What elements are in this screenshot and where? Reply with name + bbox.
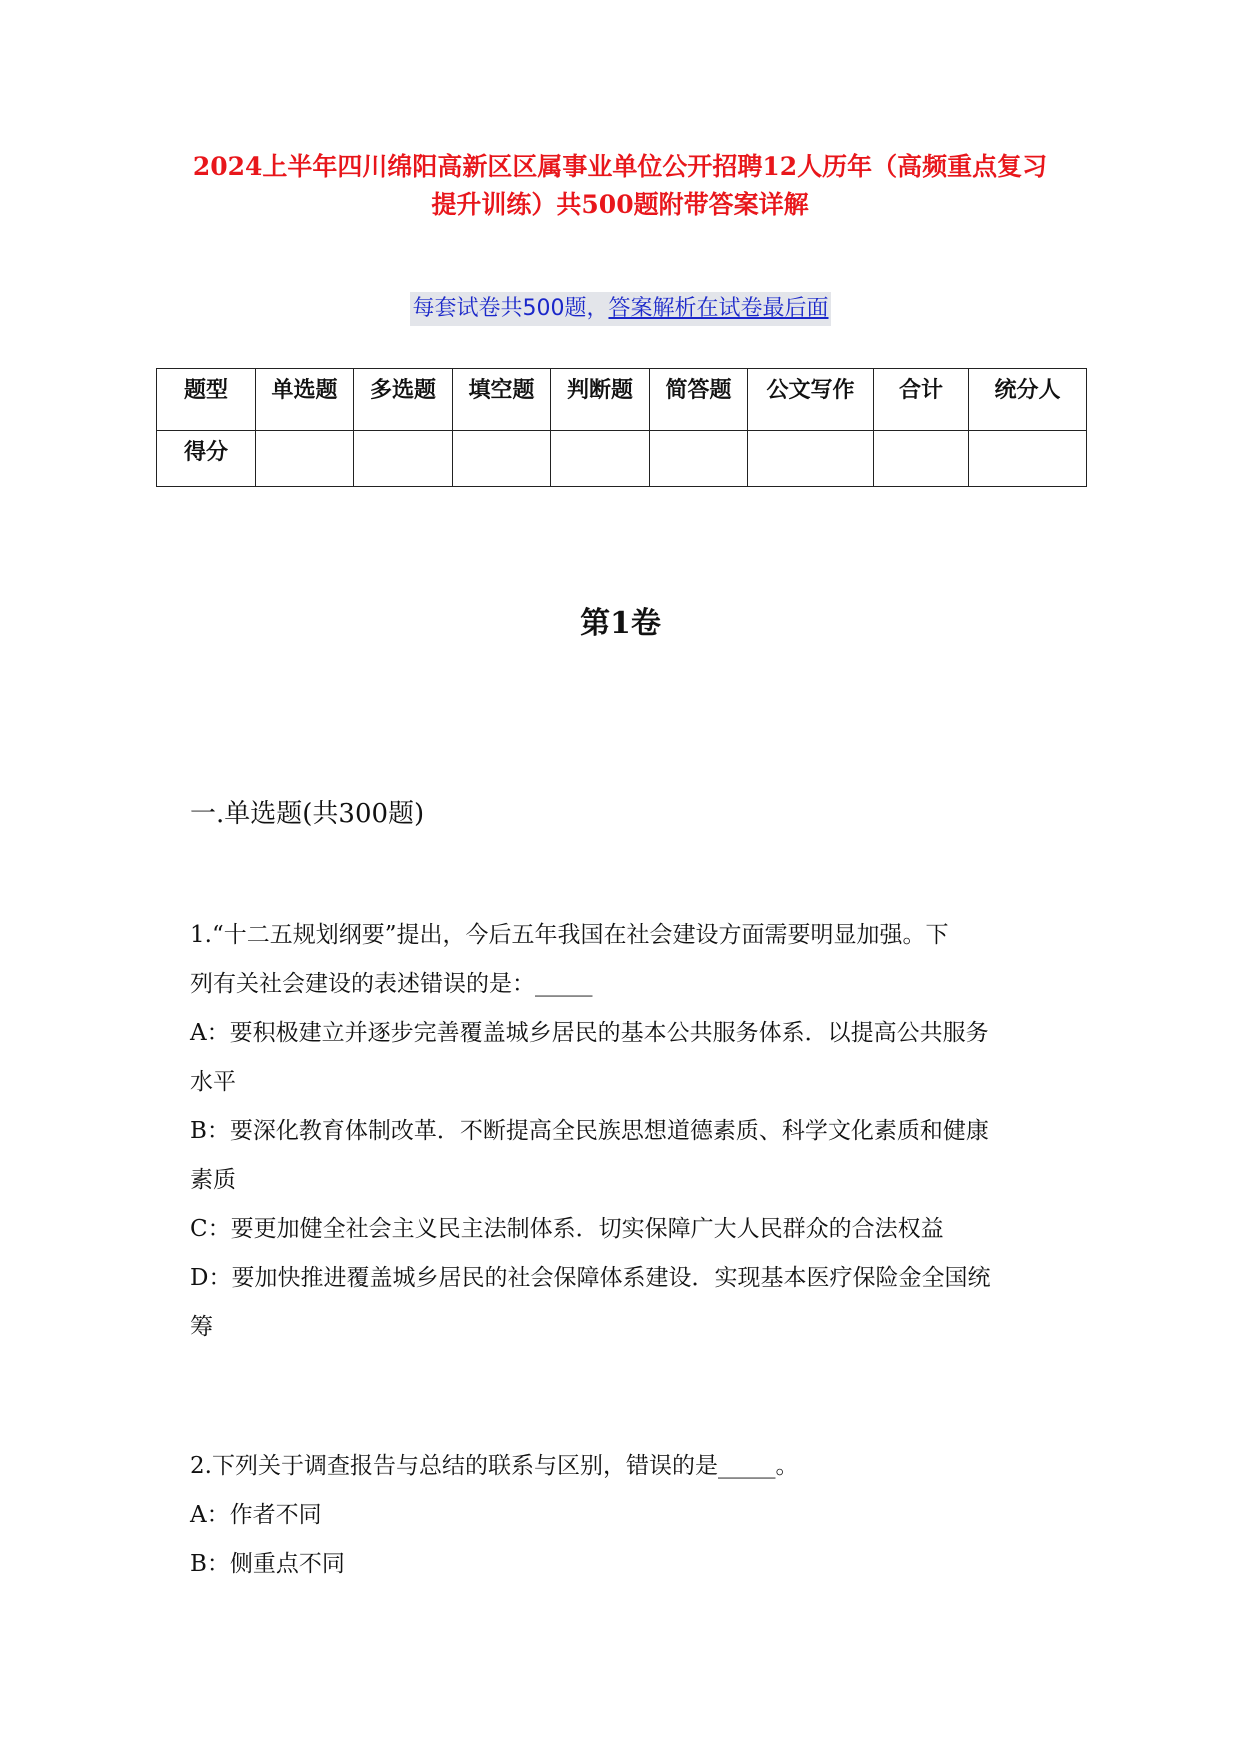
title-line-1: 2024上半年四川绵阳高新区区属事业单位公开招聘12人历年（高频重点复习 xyxy=(192,152,1048,181)
answer-location-note: 答案解析在试卷最后面 xyxy=(608,296,829,321)
score-cell xyxy=(354,431,453,487)
option-c: C：要更加健全社会主义民主法制体系．切实保障广大人民群众的合法权益 xyxy=(190,1216,944,1242)
title-line-2: 提升训练）共500题附带答案详解 xyxy=(431,190,809,219)
header-cell: 统分人 xyxy=(969,369,1087,431)
question-1 xyxy=(190,911,1070,1352)
score-table-header-row xyxy=(157,369,1087,431)
header-cell: 题型 xyxy=(157,369,256,431)
score-cell xyxy=(748,431,874,487)
question-2 xyxy=(190,1442,1070,1589)
option-b: B：侧重点不同 xyxy=(190,1551,345,1577)
section-title: 一.单选题(共300题) xyxy=(190,799,425,829)
score-cell xyxy=(256,431,354,487)
option-a: A：作者不同 xyxy=(190,1502,322,1528)
score-cell xyxy=(969,431,1087,487)
header-cell: 填空题 xyxy=(453,369,551,431)
header-cell: 公文写作 xyxy=(748,369,874,431)
option-d: D：要加快推进覆盖城乡居民的社会保障体系建设．实现基本医疗保险金全国统 xyxy=(190,1265,991,1291)
option-b-continued: 素质 xyxy=(190,1167,236,1193)
option-b: B：要深化教育体制改革．不断提高全民族思想道德素质、科学文化素质和健康 xyxy=(190,1118,989,1144)
header-cell: 判断题 xyxy=(551,369,650,431)
header-cell: 多选题 xyxy=(354,369,453,431)
subtitle xyxy=(410,292,830,326)
score-cell xyxy=(650,431,748,487)
question-stem: 列有关社会建设的表述错误的是：_____ xyxy=(190,971,593,997)
score-cell xyxy=(874,431,969,487)
option-a: A：要积极建立并逐步完善覆盖城乡居民的基本公共服务体系．以提高公共服务 xyxy=(190,1020,989,1046)
score-table xyxy=(156,368,1087,487)
volume-title: 第1卷 xyxy=(580,606,661,641)
header-cell: 单选题 xyxy=(256,369,354,431)
subtitle-banner xyxy=(0,292,1241,326)
score-cell xyxy=(453,431,551,487)
row-label: 得分 xyxy=(157,431,256,487)
subtitle-text: 每套试卷共500题， xyxy=(412,296,609,321)
header-cell: 简答题 xyxy=(650,369,748,431)
question-stem: 2.下列关于调查报告与总结的联系与区别，错误的是_____。 xyxy=(190,1453,799,1479)
header-cell: 合计 xyxy=(874,369,969,431)
score-cell xyxy=(551,431,650,487)
option-d-continued: 筹 xyxy=(190,1314,213,1340)
option-a-continued: 水平 xyxy=(190,1069,236,1095)
question-stem: 1.“十二五规划纲要”提出，今后五年我国在社会建设方面需要明显加强。下 xyxy=(190,922,949,948)
score-table-score-row xyxy=(157,431,1087,487)
document-title xyxy=(150,148,1090,224)
